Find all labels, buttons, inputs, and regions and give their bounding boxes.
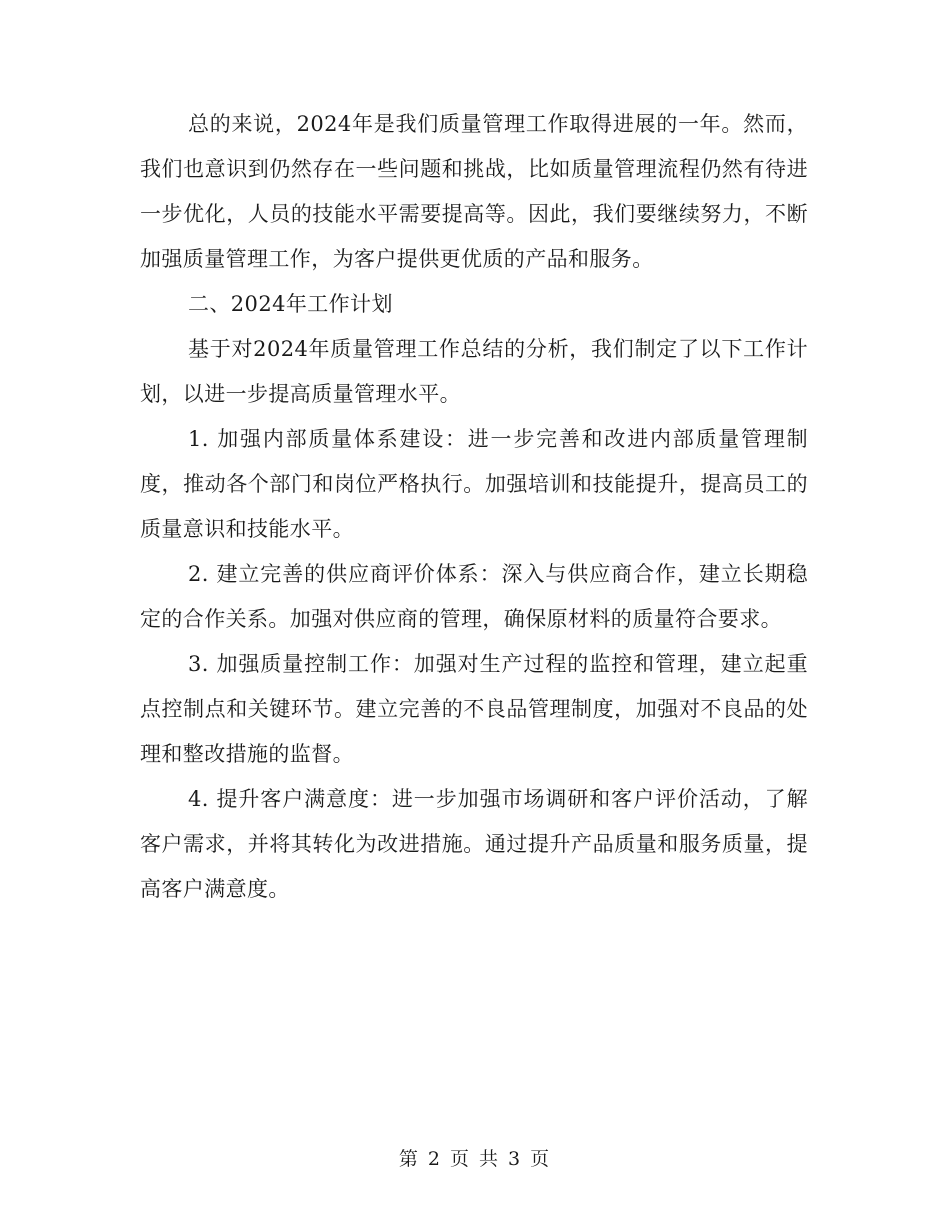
plan-item-3: 3. 加强质量控制工作：加强对生产过程的监控和管理，建立起重点控制点和关键环节。建立完善的不良品管理制度，加强对不良品的处理和整改措施的监督。	[140, 652, 808, 766]
plan-item-1: 1. 加强内部质量体系建设：进一步完善和改进内部质量管理制度，推动各个部门和岗位严格执行。加强培训和技能提升，提高员工的质量意识和技能水平。	[140, 427, 808, 541]
document-body	[140, 102, 808, 912]
plan-item-4: 4. 提升客户满意度：进一步加强市场调研和客户评价活动，了解客户需求，并将其转化为改进措施。通过提升产品质量和服务质量，提高客户满意度。	[140, 787, 808, 901]
section-heading: 二、2024年工作计划	[188, 292, 393, 316]
page-footer: 第 2 页 共 3 页	[398, 1148, 552, 1170]
plan-item-2: 2. 建立完善的供应商评价体系：深入与供应商合作，建立长期稳定的合作关系。加强对供应商的管理，确保原材料的质量符合要求。	[140, 562, 808, 631]
summary-paragraph: 总的来说，2024年是我们质量管理工作取得进展的一年。然而，我们也意识到仍然存在一些问题和挑战，比如质量管理流程仍然有待进一步优化，人员的技能水平需要提高等。因此，我们要继续努力，不断加强质量管理工作，为客户提供更优质的产品和服务。	[140, 112, 808, 271]
plan-intro-paragraph: 基于对2024年质量管理工作总结的分析，我们制定了以下工作计划，以进一步提高质量管理水平。	[140, 337, 808, 406]
